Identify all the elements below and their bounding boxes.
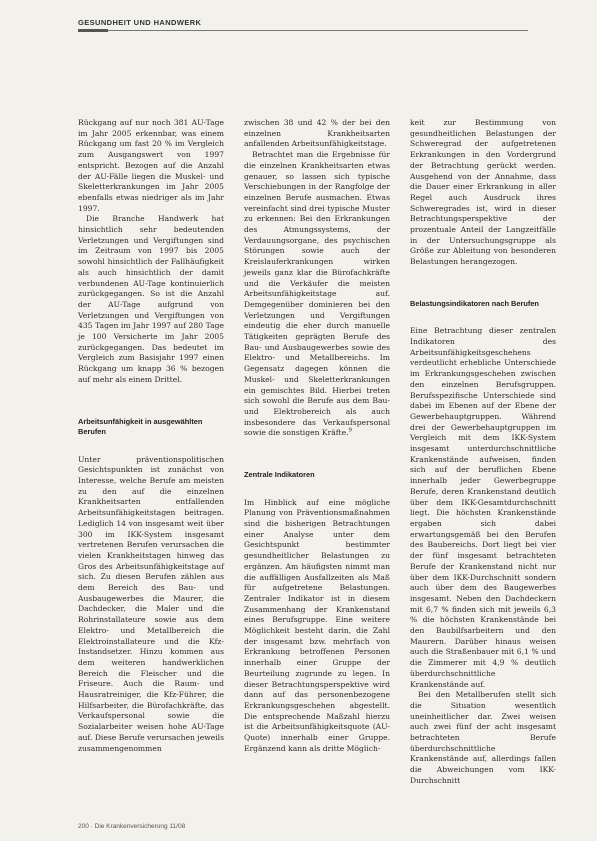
spacer (410, 309, 556, 326)
page-footer: 200 · Die Krankenversicherung 11/08 (78, 823, 186, 830)
header-rule (78, 30, 528, 31)
text-column-3 (410, 118, 556, 787)
spacer (244, 439, 390, 470)
paragraph: Bei den Metallberufen stellt sich die Situation wesentlich uneinheitlicher dar. Zwei weisen auch zwei fünf der acht insgesamt betrachteten Berufe überdurchschnittliche Krankenstände auf, allerdings fallen die Abweichungen vom IKK-Durchschnitt (410, 690, 556, 785)
running-header: GESUNDHEIT UND HANDWERK (78, 18, 202, 27)
spacer (78, 438, 224, 455)
section-heading: Zentrale Indikatoren (244, 470, 315, 480)
paragraph: Rückgang auf nur noch 381 AU-Tage im Jahr 2005 erkennbar, was einem Rückgang um fast 20 % im Vergleich zum Ausgangswert von 1997 entspricht. Bezogen auf die Anzahl der AU-Fälle liegen die Muskel- und Skeletterkrankungen im Jahr 2005 ebenfalls etwas niedriger als im Jahr 1997. (78, 118, 224, 213)
paragraph: keit zur Bestimmung von gesundheitlichen Belastungen der Schweregrad der aufgetretenen Erkrankungen in den Vordergrund der Betrachtung gerückt werden. Ausgehend von der Annahme, dass die Dauer einer Erkrankung in aller Regel auch Ausdruck ihres Schweregrades ist, wird in dieser Betrachtungsperspektive der prozentuale Anteil der Langzeitfälle in der Untersuchungsgruppe als Größe zur Ableitung von besonderen Belastungen herangezogen. (410, 118, 556, 267)
spacer (244, 481, 390, 498)
spacer (410, 268, 556, 299)
footnote-marker: 9 (348, 427, 352, 434)
paragraph: Unter präventionspolitischen Gesichtspunkten ist zunächst von Interesse, welche Berufe am meisten zu den auf die einzelnen Krankheitsarten entfallenden Arbeitsunfähigkeitstagen beitragen. Lediglich 14 von insgesamt weit über 300 im IKK-System insgesamt vertretenen Berufen verursachen die vielen Krankheitstagen hinweg das Gros des Arbeitsunfähigkeitstage auf sich. Zu diesen Berufen zählen aus dem Bereich des Bau- und Ausbaugewerbes die Maurer, die Dachdecker, die Maler und die Rohrinstallateure sowie aus dem Elektro- und Metallbereich die Elektroinstallateure und die Kfz-Instandsetzer. Hinzu kommen aus dem weiteren handwerklichen Bereich die Fleischer und die Friseure. Auch die Raum- und Hausratreiniger, die Kfz-Führer, die Hilfsarbeiter, die Bürofachkräfte, das Verkaufspersonal sowie die Sozialarbeiter weisen hohe AU-Tage auf. Diese Berufe verursachen jeweils zusammengenommen (78, 454, 224, 753)
text-column-1 (78, 118, 224, 754)
paragraph: zwischen 38 und 42 % der bei den einzelnen Krankheitsarten anfallenden Arbeitsunfähigkeitstage. (244, 118, 390, 149)
spacer (78, 386, 224, 417)
paragraph-text: Betrachtet man die Ergebnisse für die einzelnen Krankheitsarten etwas genauer, so lassen sich typische Verschiebungen in der Rangfolge der einzelnen Berufe ausmachen. Etwas vereinfacht sind drei typische Muster zu erkennen: Bei den Erkrankungen des Atmungssystems, der Verdauungsorgane, des psychischen Störungen sowie auch der Kreislauferkrankungen wirken jeweils ganz klar die Bürofachkräfte und die Verkäufer die meisten Arbeitsunfähigkeitstage auf. Demgegenüber dominieren bei den Verletzungen und Vergiftungen eindeutig die eher durch manuelle Tätigkeiten geprägten Berufe des Bau- und Ausbaugewerbes sowie des Elektro- und Metallbereichs. Im Gegensatz dagegen können die Muskel- und Skeletterkrankungen ein gemischtes Bild. Hierbei treten sich sowohl die Berufe aus dem Bau- und Elektrobereich als auch insbesondere das Verkaufspersonal sowie die sonstigen Kräfte. (244, 150, 390, 438)
text-column-2 (244, 118, 390, 754)
paragraph: Eine Betrachtung dieser zentralen Indikatoren des Arbeitsunfähigkeitsgeschehens verdeutlicht erhebliche Unterschiede im Erkrankungsgeschehen zwischen den einzelnen Berufsgruppen. Berufsspezifische Unterschiede sind dabei im Ebenen auf der Ebene der Gewerbehauptgruppen. Während drei der Gewerbehauptgruppen im Vergleich mit dem IKK-System insgesamt unterdurchschnittliche Krankenstände aufweisen, finden sich auf der beruflichen Ebene innerhalb jeder Gewerbegruppe Berufe, deren Krankenstand deutlich über dem IKK-Gesamtdurchschnitt liegt. Die höchsten Krankenstände ergaben sich dabei erwartungsgemäß bei den Berufen des Baubereichs. Dort liegt bei vier der fünf insgesamt betrachteten Berufe der Krankenstand nicht nur über dem IKK-Durchschnitt sondern auch über dem des Baugewerbes insgesamt. Neben den Dachdeckern mit 6,7 % finden sich mit jeweils 6,3 % die höchsten Krankenstände bei den Baubilfsarbeitern und den Maurern. Darüber hinaus weisen auch die Straßenbauer mit 6,1 % und die Zimmerer mit 4,9 % deutlich überdurchschnittliche Krankenstände auf. (410, 326, 556, 689)
paragraph (244, 150, 390, 439)
paragraph: Im Hinblick auf eine mögliche Planung von Präventionsmaßnahmen sind die bisherigen Betrachtungen einer Analyse unter dem Gesichtspunkt bestimmter gesundheitlicher Belastungen zu ergänzen. Am häufigsten nimmt man die auffälligen Ausfallzeiten als Maß für aufgetretene Belastungen. Zentraler Indikator ist in diesem Zusammenhang der Krankenstand eines Berufsgruppe. Eine weitere Möglichkeit besteht darin, die Zahl der insgesamt bzw. mehrfach von Erkrankung betroffenen Personen innerhalb einer Gruppe der Beurteilung zugrunde zu legen. In dieser Betrachtungsperspektive wird dann auf das personenbezogene Erkrankungsgeschehen abgestellt. Die entsprechende Maßzahl hierzu ist die Arbeitsunfähigkeitsquote (AU-Quote) innerhalb einer Gruppe. Ergänzend kann als dritte Möglich- (244, 497, 390, 753)
section-heading: Arbeitsunfähigkeit in ausgewählten Berufen (78, 416, 203, 437)
header-accent-bar (78, 29, 108, 32)
paragraph: Die Branche Handwerk hat hinsichtlich sehr bedeutenden Verletzungen und Vergiftungen sind im Zeitraum von 1997 bis 2005 sowohl hinsichtlich der Fallhäufigkeit als auch hinsichtlich der damit verbundenen AU-Tage kontinuierlich zurückgegangen. So ist die Anzahl der AU-Tage aufgrund von Verletzungen und Vergiftungen von 435 Tagen im Jahr 1997 auf 280 Tage je 100 Versicherte im Jahr 2005 zurückgegangen. Das bedeutet im Vergleich zum Basisjahr 1997 einen Rückgang um knapp 36 % bezogen auf mehr als einem Drittel. (78, 214, 224, 384)
section-heading: Belastungsindikatoren nach Berufen (410, 298, 539, 308)
